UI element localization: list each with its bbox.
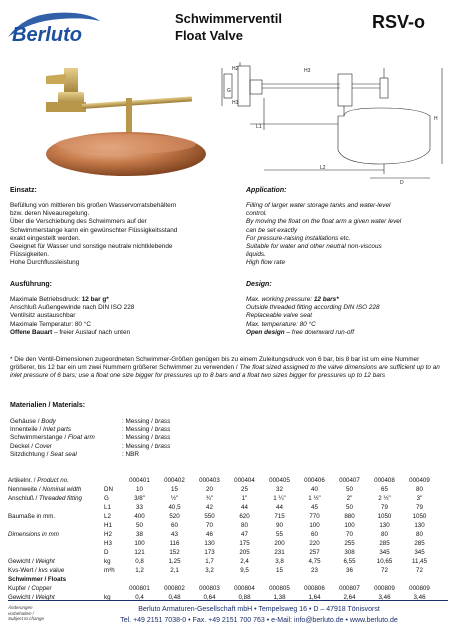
table-cell: 308 [344, 549, 355, 556]
use-line-en: Suitable for water and other neutral non-viscous [246, 243, 382, 251]
table-cell: 1,7 [205, 558, 214, 565]
use-text-de [10, 202, 235, 268]
use-line-en: For pressure-raising installations etc. [246, 234, 351, 242]
use-line-de: Hohe Durchflussleistung [10, 259, 80, 267]
company-footer [66, 604, 452, 626]
row-unit: kg [104, 594, 111, 601]
table-cell: 50 [346, 504, 353, 511]
table-cell: ¾" [205, 495, 214, 502]
label-h2: H2 [232, 66, 239, 72]
label-h1: H1 [232, 100, 239, 106]
table-cell: 1,38 [273, 594, 286, 601]
table-row [8, 566, 437, 575]
footer-contact: Tel. +49 2151 7038-0 • Fax. +49 2151 700 763 • e-Mail: info@berluto.de • www.berluto.de [120, 617, 398, 624]
row-label [8, 566, 104, 575]
material-value [122, 426, 170, 434]
row-label-de: Kupfer / [8, 585, 32, 592]
row-label-en: Copper [31, 585, 52, 592]
table-cell: 0,64 [203, 594, 216, 601]
table-cell: 000408 [374, 477, 395, 484]
table-row [8, 557, 437, 566]
technical-drawing [220, 60, 448, 186]
berluto-logo [4, 7, 104, 49]
table-cell: 15 [276, 567, 283, 574]
table-cell: 38 [136, 531, 143, 538]
table-cell: 200 [274, 540, 285, 547]
brand-text: Berluto [12, 24, 82, 46]
row-label [8, 485, 104, 494]
materials-heading: Materialien / Materials: [10, 402, 86, 409]
material-row [10, 426, 170, 434]
use-line-en: By moving the float on the float arm a given water level [246, 218, 402, 226]
use-heading-de: Einsatz: [10, 187, 37, 194]
row-label [8, 548, 104, 557]
table-cell: ½" [170, 495, 179, 502]
table-cell: 11,45 [411, 558, 428, 565]
row-unit [104, 575, 122, 584]
table-cell: 10,65 [376, 558, 393, 565]
use-line-en: can be set exactly [246, 226, 298, 234]
table-cell [297, 575, 332, 584]
material-value [122, 418, 170, 426]
table-cell: 44 [276, 504, 283, 511]
table-cell: 1,25 [168, 558, 181, 565]
material-name [10, 434, 122, 442]
table-cell: 100 [134, 540, 145, 547]
product-photo [6, 62, 214, 180]
change-note-3: Subject to change [8, 616, 45, 621]
table-cell: 23 [311, 567, 318, 574]
table-cell: 000403 [199, 477, 220, 484]
table-cell: 0,88 [238, 594, 251, 601]
design-heading-de: Ausführung: [10, 281, 52, 288]
row-label [8, 539, 104, 548]
table-cell: 285 [379, 540, 390, 547]
row-label [8, 512, 104, 521]
table-cell: 72 [416, 567, 423, 574]
table-cell: 0,8 [135, 558, 144, 565]
design-text-en [246, 296, 451, 337]
table-cell: 000802 [164, 585, 185, 592]
material-value [122, 443, 170, 451]
row-unit: H1 [104, 522, 112, 529]
materials-list [10, 418, 170, 459]
design-line-de [10, 321, 235, 329]
use-text-en [246, 202, 451, 268]
table-cell: 3,2 [205, 567, 214, 574]
table-cell: 20 [206, 486, 213, 493]
footer-rule [8, 600, 448, 601]
design-text: Max. working pressure: [246, 296, 314, 303]
table-cell: 47 [241, 531, 248, 538]
row-unit: G [104, 495, 109, 502]
table-cell: 10 [136, 486, 143, 493]
table-cell: 46 [206, 531, 213, 538]
row-unit: m³h [104, 567, 115, 574]
table-cell [262, 575, 297, 584]
table-row [8, 503, 437, 512]
design-bold: 12 bar g* [81, 296, 109, 303]
table-cell: 42 [206, 504, 213, 511]
material-value-de: : NBR [122, 450, 140, 458]
material-name [10, 443, 122, 451]
design-text: – free downward run-off [284, 328, 354, 336]
table-cell: 000809 [409, 585, 430, 592]
row-label-de: Anschluß / [8, 495, 39, 502]
table-cell: 400 [134, 513, 145, 520]
material-value [122, 451, 139, 459]
note-de: * Die den Ventil-Dimensionen zugeordneten Schwimmer-Größen genügen bis zu einem Zuleitungsdruck von 6 bar, bis 8 bar ist um eine Nummer größerer, bis 12 bar ein um zwei Nummern größerer Schwimmer zu verwenden / [10, 356, 420, 372]
table-cell: 32 [276, 486, 283, 493]
design-text: – freier Auslauf nach unten [52, 328, 131, 336]
row-unit: kg [104, 558, 111, 565]
table-cell: 257 [309, 549, 320, 556]
row-unit: L2 [104, 513, 111, 520]
row-label-de: Baumaße in mm. [8, 513, 56, 520]
material-name-en: Body [41, 418, 56, 425]
row-label [8, 494, 104, 503]
table-cell: 000803 [199, 585, 220, 592]
table-cell: 116 [169, 540, 180, 547]
table-cell: 100 [344, 522, 355, 529]
table-cell: 000407 [339, 477, 360, 484]
table-cell: 36 [346, 567, 353, 574]
table-cell: 1 ¼" [273, 495, 286, 502]
row-label-de: Gewicht / [8, 594, 36, 601]
row-label-de: Nennweite / [8, 486, 43, 493]
material-row [10, 434, 170, 442]
use-line-de: Schwimmerstange kann ein gewünschter Flüssigkeitsstand [10, 226, 178, 234]
material-name-en: Cover [34, 442, 52, 450]
table-row [8, 530, 437, 539]
row-label [8, 575, 104, 584]
row-label-en: Dimensions in mm [8, 531, 59, 538]
title-en: Float Valve [175, 28, 243, 43]
table-cell: 1050 [412, 513, 427, 520]
table-cell: 4,75 [308, 558, 321, 565]
design-bold: 12 bars* [313, 296, 339, 303]
material-name-de: Gehäuse / [10, 418, 42, 425]
table-cell: 15 [171, 486, 178, 493]
row-label [8, 476, 104, 485]
table-cell: 79 [381, 504, 388, 511]
table-cell: 121 [134, 549, 145, 556]
table-row [8, 584, 437, 593]
label-h: H [434, 116, 438, 122]
table-row [8, 548, 437, 557]
table-cell: 2,1 [170, 567, 179, 574]
design-line-de [10, 304, 235, 312]
table-cell: 3,8 [275, 558, 284, 565]
material-name [10, 451, 122, 459]
table-cell: 130 [204, 540, 215, 547]
table-cell: 000805 [269, 585, 290, 592]
material-name [10, 426, 122, 434]
table-cell: 000804 [234, 585, 255, 592]
table-cell [227, 575, 262, 584]
design-text: Outside threaded fitting according DIN ISO 228 [246, 304, 380, 312]
table-cell: 40,5 [168, 504, 181, 511]
table-cell: 2,4 [240, 558, 249, 565]
design-text: Maximale Betriebsdruck: [10, 296, 82, 303]
table-cell: 520 [169, 513, 180, 520]
table-cell: 255 [344, 540, 355, 547]
table-cell: 80 [416, 486, 423, 493]
material-name-de: Sitzdichtung / [10, 450, 51, 458]
table-cell: 50 [136, 522, 143, 529]
table-cell: 000405 [269, 477, 290, 484]
row-label-de: Artikelnr. / [8, 477, 38, 484]
table-cell: 770 [309, 513, 320, 520]
pressure-note [10, 356, 446, 381]
label-l1: L1 [256, 124, 262, 130]
table-cell: 3" [416, 495, 423, 502]
material-row [10, 451, 170, 459]
material-value-de: : Messing / [122, 426, 155, 434]
design-text: Maximale Temperatur: 80 °C [10, 320, 91, 328]
table-cell [367, 575, 402, 584]
use-line-de: bzw. deren Niveauregelung. [10, 210, 90, 218]
table-cell: 231 [274, 549, 285, 556]
design-line-de [10, 329, 235, 337]
table-cell: 1 ½" [308, 495, 321, 502]
change-note-1: Änderungen [8, 605, 33, 610]
material-name-en: Inlet parts [43, 426, 72, 434]
label-l2: L2 [320, 165, 326, 171]
table-cell: 1" [241, 495, 248, 502]
table-row [8, 512, 437, 521]
table-cell: 43 [171, 531, 178, 538]
design-text: Replaceable valve seat [246, 312, 313, 320]
material-name-en: Float arm [67, 434, 95, 442]
design-line-de [10, 296, 235, 304]
material-name-de: Deckel / [10, 442, 35, 450]
design-line-en [246, 321, 451, 329]
material-value-en: brass [154, 442, 171, 450]
product-title [175, 10, 282, 44]
row-label-en: Weight [35, 594, 55, 601]
materials-section [10, 402, 170, 459]
spec-table [8, 476, 437, 602]
material-name-en: Seat seal [50, 450, 77, 458]
note-en: The float sized assigned to the valve dimensions are sufficient up to an inlet pressure of 6 bars; use a float one size bigger for pressures up to 8 bars and a float two sizes bigger for pressures up to 12 bars [10, 364, 440, 380]
material-name-de: Innenteile / [10, 426, 44, 434]
design-line-en [246, 329, 451, 337]
design-line-en [246, 304, 451, 312]
table-cell: 000409 [409, 477, 430, 484]
table-row [8, 485, 437, 494]
table-cell: 000401 [129, 477, 150, 484]
title-de: Schwimmerventil [175, 11, 282, 26]
row-label [8, 557, 104, 566]
table-cell: 40 [311, 486, 318, 493]
row-label-en: kvs value [38, 567, 65, 574]
row-label [8, 503, 104, 512]
table-row [8, 539, 437, 548]
table-cell: 0,4 [135, 594, 144, 601]
material-row [10, 443, 170, 451]
table-cell: 620 [239, 513, 250, 520]
table-cell [402, 575, 437, 584]
row-unit: H2 [104, 531, 112, 538]
use-heading-en: Application: [246, 187, 287, 194]
table-cell: 000404 [234, 477, 255, 484]
use-line-en: High flow rate [246, 259, 286, 267]
table-row [8, 521, 437, 530]
use-line-de: exakt eingestellt werden. [10, 234, 81, 242]
design-line-en [246, 296, 451, 304]
model-code: RSV-o [372, 12, 426, 32]
table-cell: 000809 [374, 585, 395, 592]
table-cell: 550 [204, 513, 215, 520]
material-name-de: Schwimmerstange / [10, 434, 68, 442]
table-cell: 33 [136, 504, 143, 511]
table-cell: 3/8" [134, 495, 145, 502]
material-value-en: brass [154, 434, 171, 442]
table-cell: 60 [311, 531, 318, 538]
row-unit: L1 [104, 504, 111, 511]
table-cell: 2,64 [343, 594, 356, 601]
table-cell: 220 [309, 540, 320, 547]
material-name [10, 418, 122, 426]
table-cell: 130 [379, 522, 390, 529]
label-g: G [227, 88, 231, 94]
material-value-en: brass [154, 426, 171, 434]
design-line-en [246, 312, 451, 320]
use-line-en: liquids. [246, 251, 266, 259]
row-label-en: Weight [35, 558, 55, 565]
table-cell: 000801 [129, 585, 150, 592]
row-label-en: Threaded fitting [38, 495, 82, 502]
design-bold: Open design [246, 328, 285, 336]
table-cell: 2" [346, 495, 353, 502]
table-cell: 0,48 [168, 594, 181, 601]
table-cell: 1,64 [308, 594, 321, 601]
row-label [8, 521, 104, 530]
use-line-de: Über die Verschiebung des Schwimmers auf der [10, 218, 147, 226]
label-d: D [400, 180, 404, 186]
table-cell: 000806 [304, 585, 325, 592]
row-unit: D [104, 549, 109, 556]
row-label-de: Gewicht / [8, 558, 36, 565]
use-line-en: Filling of larger water storage tanks and water-level [246, 202, 391, 209]
material-value-de: : Messing / [122, 434, 155, 442]
change-note [8, 605, 44, 622]
row-unit [104, 476, 122, 485]
material-row [10, 418, 170, 426]
material-value-de: : Messing / [122, 442, 155, 450]
row-label-de: Schwimmer / Floats [8, 576, 67, 583]
design-text-de [10, 296, 235, 337]
design-text: Ventilsitz austauschbar [10, 312, 76, 320]
table-cell: 000406 [304, 477, 325, 484]
table-cell: 79 [416, 504, 423, 511]
use-line-en: control. [246, 210, 267, 218]
table-cell: 55 [276, 531, 283, 538]
use-line-de: Flüssigkeiten. [10, 251, 50, 259]
table-cell: 9,5 [240, 567, 249, 574]
table-cell: 152 [169, 549, 180, 556]
table-cell: 285 [414, 540, 425, 547]
table-cell: 65 [381, 486, 388, 493]
row-label-en: Product no. [37, 477, 69, 484]
design-line-de [10, 312, 235, 320]
table-cell: 3,46 [413, 594, 426, 601]
row-label-en: Nominal width [42, 486, 82, 493]
row-unit: DN [104, 486, 113, 493]
table-cell: 80 [416, 531, 423, 538]
table-cell: 45 [311, 504, 318, 511]
table-cell [192, 575, 227, 584]
table-cell: 72 [381, 567, 388, 574]
footer-address: Berluto Armaturen-Gesellschaft mbH • Tempelsweg 16 • D – 47918 Tönisvorst [138, 606, 380, 613]
table-cell: 80 [381, 531, 388, 538]
table-cell: 70 [346, 531, 353, 538]
table-cell: 345 [414, 549, 425, 556]
table-cell: 50 [346, 486, 353, 493]
label-h3: H3 [304, 68, 311, 74]
table-cell: 60 [171, 522, 178, 529]
table-cell: 80 [241, 522, 248, 529]
design-text: Anschluß Außengewinde nach DIN ISO 228 [10, 304, 135, 312]
table-row [8, 476, 437, 485]
table-row [8, 575, 437, 584]
table-cell: 715 [274, 513, 285, 520]
table-cell: 44 [241, 504, 248, 511]
row-label [8, 530, 104, 539]
table-row [8, 494, 437, 503]
table-cell: 90 [276, 522, 283, 529]
table-cell: 175 [239, 540, 250, 547]
design-heading-en: Design: [246, 281, 272, 288]
use-line-de: Geeignet für Wasser und sonstige neutrale nichtklebende [10, 243, 173, 251]
row-label-de: Kvs-Wert / [8, 567, 39, 574]
table-cell: 173 [204, 549, 215, 556]
table-cell: 130 [414, 522, 425, 529]
table-cell [332, 575, 367, 584]
table-cell: 25 [241, 486, 248, 493]
change-note-2: vorbehalten / [8, 610, 35, 616]
table-cell: 000807 [339, 585, 360, 592]
design-text: Max. temperature: 80 °C [246, 320, 316, 328]
table-cell [122, 575, 157, 584]
row-unit [104, 584, 122, 593]
table-cell: 70 [206, 522, 213, 529]
use-line-de: Befüllung von mittleren bis großen Wasservorratsbehältern [10, 202, 177, 209]
row-label [8, 584, 104, 593]
design-bold: Offene Bauart [10, 328, 53, 336]
table-cell: 2 ½" [378, 495, 391, 502]
table-cell: 880 [344, 513, 355, 520]
table-cell: 000402 [164, 477, 185, 484]
table-cell: 205 [239, 549, 250, 556]
table-cell: 1,2 [135, 567, 144, 574]
table-cell: 1050 [377, 513, 392, 520]
table-cell: 100 [309, 522, 320, 529]
material-value-en: brass [154, 418, 171, 425]
table-cell: 6,55 [343, 558, 356, 565]
row-unit: H3 [104, 540, 112, 547]
table-cell: 3,46 [378, 594, 391, 601]
material-value-de: : Messing / [122, 418, 155, 425]
material-value [122, 434, 170, 442]
table-cell: 345 [379, 549, 390, 556]
table-cell [157, 575, 192, 584]
